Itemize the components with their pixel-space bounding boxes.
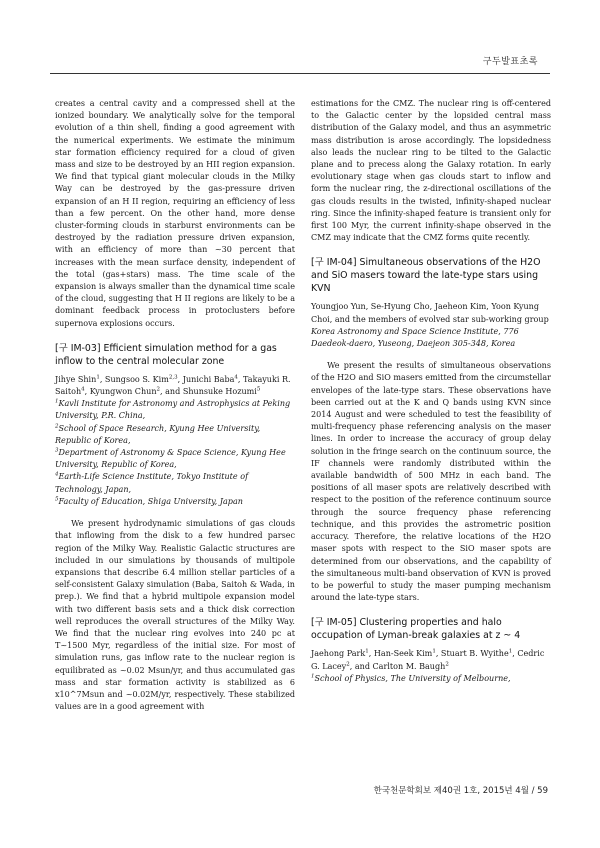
im05-affiliation: $^1$School of Physics, The University of Melbourne, [311,673,511,683]
im03-affiliation-5: $^5$Faculty of Education, Shiga University, Japan [55,496,243,506]
im03-continuation: estimations for the CMZ. The nuclear ring is off-centered to the Galactic center by the lopsided central mass distribution of the Galaxy model, and thus an asymmetric mass distribution is arose accordingly. The lopsidedness also leads the nuclear ring to be tilted to the Galactic plane and to precess along the Galaxy rotation. In early evolutionary stage when gas clouds start to inflow and form the nuclear ring, the z-directional oscillations of the gas clouds results in the twisted, infinity-shaped nuclear ring. Since the infinity-shaped feature is transient only for first 100 Myr, the current infinity-shape observed in the CMZ may indicate that the CMZ forms quite recently. [311,99,551,243]
im04-authors: Youngjoo Yun, Se-Hyung Cho, Jaeheon Kim, Yoon Kyung Choi, and the members of evolved star sub-working group [311,302,549,324]
im03-title: [구 IM-03] Efficient simulation method for a gas inflow to the central molecular zone [55,342,277,367]
im05-authors: Jaehong Park$^1$, Han-Seek Kim$^1$, Stuart B. Wyithe$^1$, Cedric G. Lacey$^2$, and Carlton M. Baugh$^2$ [311,648,545,671]
im03-affiliation-4: $^4$Earth-Life Science Institute, Tokyo Institute of Technology, Japan, [55,471,249,494]
im04-title: [구 IM-04] Simultaneous observations of the H2O and SiO masers toward the late-type stars using KVN [311,257,541,295]
right-column [311,98,551,685]
im03-affiliation-3: $^3$Department of Astronomy & Space Science, Kyung Hee University, Republic of Korea, [55,447,286,470]
im03-authors: Jihye Shin$^1$, Sungsoo S. Kim$^{2,3}$, Junichi Baba$^4$, Takayuki R. Saitoh$^4$, Kyungwon Chun$^2$, and Shunsuke Hozumi$^5$ [55,374,291,397]
section-label: 구두발표초록 [482,57,538,67]
header-rule [50,73,550,74]
left-column [55,98,295,713]
im04-affiliation: Korea Astronomy and Space Science Institute, 776 Daedeok-daero, Yuseong, Daejeon 305-348, Korea [311,326,519,349]
im04-body: We present the results of simultaneous observations of the H2O and SiO masers emitted from the circumstellar envelopes of the late-type stars. These observations have been carried out at the K and Q bands using KVN since 2014 August and were scheduled to test the feasibility of multi-frequency phase referencing analysis on the maser lines. In order to increase the accuracy of group delay solution in the fringe search on the continuum source, the IF channels were randomly distributed within the available bandwidth of 500 MHz in each band. The positions of all maser spots are relatively described with respect to the position of the reference continuum source through the source frequency phase referencing technique, and this provides the astrometric position accuracy. Therefore, the relative locations of the H2O maser spots with respect to the SiO maser spots are determined from our observations, and the capability of the simultaneous multi-band observation of KVN is proved to be powerful to study the maser pumping mechanism around the late-type stars. [311,361,551,603]
im03-body: We present hydrodynamic simulations of gas clouds that inflowing from the disk to a few hundred parsec region of the Milky Way. Realistic Galactic structures are included in our simulations by thousands of multipole expansions that describe 6.4 million stellar particles of a self-consistent Galaxy simulation (Baba, Saitoh & Wada, in prep.). We find that a hybrid multipole expansion model with two different basis sets and a thick disk correction well reproduces the overall structures of the Milky Way. We find that the nuclear ring evolves into 240 pc at T~1500 Myr, regardless of the initial size. For most of simulation runs, gas inflow rate to the nuclear region is equilibrated as ~0.02 Msun/yr, and thus accumulated gas mass and star formation activity is stabilized as 6 x10^7Msun and ~0.02M/yr, respectively. These stabilized values are in a good agreement with [55,519,295,712]
im03-affiliation-1: $^1$Kavli Institute for Astronomy and Astrophysics at Peking University, P.R. China, [55,398,291,421]
im05-title: [구 IM-05] Clustering properties and halo occupation of Lyman-break galaxies at z ~ 4 [311,617,521,642]
im03-affiliations [55,398,295,508]
im02-continuation: creates a central cavity and a compressed shell at the ionized boundary. We analytically solve for the temporal evolution of a thin shell, finding a good agreement with the numerical experiments. We estimate the minimum star formation efficiency required for a cloud of given mass and size to be destroyed by an HII region expansion. We find that typical giant molecular clouds in the Milky Way can be destroyed by the gas-pressure driven expansion of an H II region, requiring an efficiency of less than a few percent. On the other hand, more dense cluster-forming clouds in starburst environments can be destroyed by the radiation pressure driven expansion, with an efficiency of more than ~30 percent that increases with the mean surface density, independent of the total (gas+stars) mass. The time scale of the expansion is always smaller than the dynamical time scale of the cloud, suggesting that H II regions are likely to be a dominant feedback process in protoclusters before supernova explosions occurs. [55,99,295,328]
im03-affiliation-2: $^2$School of Space Research, Kyung Hee University, Republic of Korea, [55,423,261,445]
journal-footer: 한국천문학회보 제40권 1호, 2015년 4월 / 59 [373,786,548,796]
